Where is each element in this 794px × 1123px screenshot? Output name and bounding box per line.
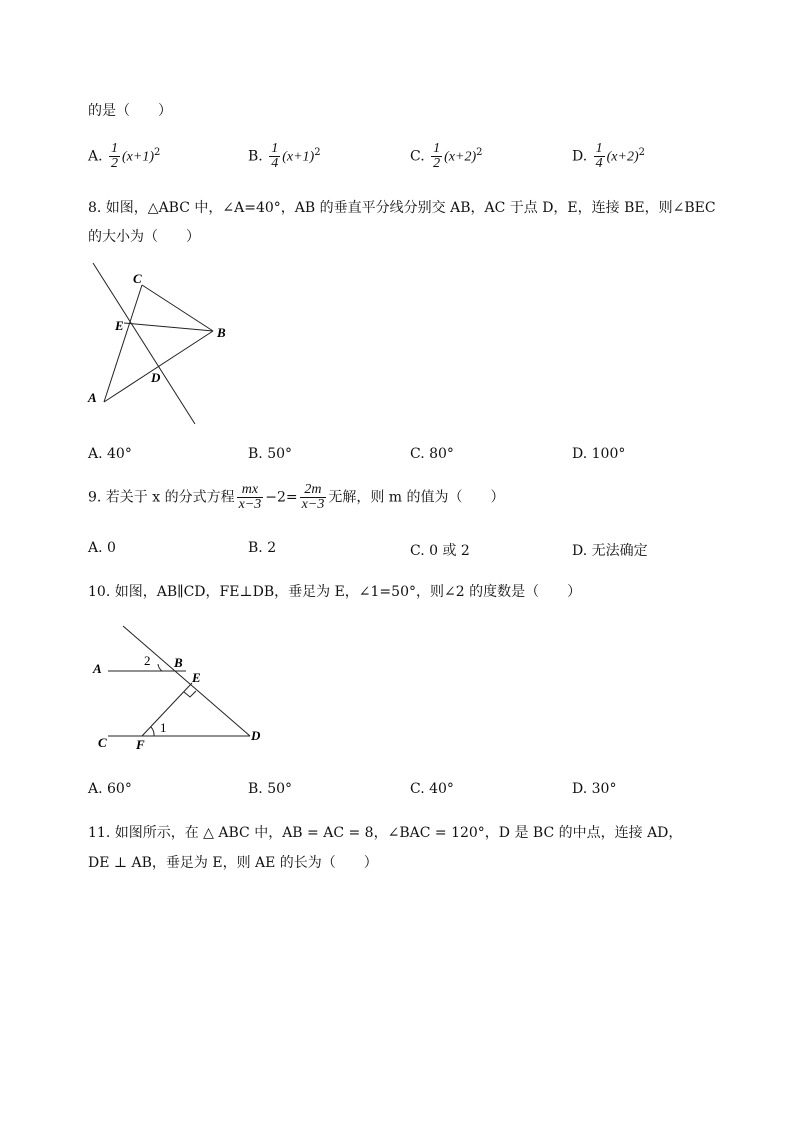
q9-prefix: 9. 若关于 x 的分式方程: [88, 489, 235, 506]
exponent: 2: [314, 146, 321, 158]
exponent: 2: [638, 146, 646, 158]
fraction-denominator: 4: [595, 156, 603, 171]
fraction: [269, 142, 280, 171]
q8-option-d: D. 100°: [572, 446, 626, 462]
q9-option-a: A. 0: [88, 540, 116, 556]
expression: (x+2): [444, 149, 477, 165]
q8-triangle-figure: [80, 258, 240, 428]
fraction-2m: [300, 483, 327, 512]
label-angle-2: 2: [144, 653, 151, 668]
fraction-numerator: 1: [111, 141, 119, 156]
label-f: F: [136, 737, 145, 752]
label-a: A: [93, 661, 102, 676]
expression: (x+1): [122, 149, 155, 165]
q7-option-a: [88, 142, 160, 171]
label-a: A: [88, 390, 97, 405]
label-d: D: [151, 370, 161, 385]
q8-stem-line1: 8. 如图，△ABC 中，∠A=40°，AB 的垂直平分线分别交 AB，AC 于点 D，E，连接 BE，则∠BEC: [88, 200, 716, 216]
fraction-denominator: 2: [433, 156, 441, 171]
line-db: [123, 626, 250, 736]
perpendicular-bisector-line: [93, 263, 195, 424]
expression: (x+1): [282, 149, 315, 165]
q9-option-d: D. 无法确定: [572, 543, 648, 559]
exponent: 2: [154, 146, 161, 158]
q11-stem-line1: 11. 如图所示，在 △ ABC 中，AB = AC = 8，∠BAC = 120°，D 是 BC 的中点，连接 AD，: [88, 825, 683, 841]
fraction-denominator: 2: [111, 156, 119, 171]
exponent: 2: [476, 146, 483, 158]
label-d: D: [251, 728, 261, 743]
side-ac: [104, 285, 142, 402]
q9-middle: −2=: [265, 489, 298, 506]
q7-option-c: [410, 142, 483, 171]
q7-option-b: [248, 142, 321, 171]
fraction-denominator: 4: [271, 156, 279, 171]
fraction-numerator: 1: [271, 141, 279, 156]
label-b: B: [174, 655, 183, 670]
label-e: E: [115, 318, 124, 333]
fraction-numerator: 2m: [300, 483, 327, 498]
q10-parallel-lines-figure: [88, 620, 278, 755]
angle-2-arc: [158, 664, 162, 671]
option-label: C.: [410, 148, 425, 165]
q11-stem-line2: DE ⊥ AB，垂足为 E，则 AE 的长为（ ）: [88, 855, 378, 871]
q8-stem-line2: 的大小为（ ）: [88, 229, 200, 245]
q10-stem: 10. 如图，AB∥CD，FE⊥DB，垂足为 E，∠1=50°，则∠2 的度数是（ ）: [88, 584, 582, 600]
q10-option-a: A. 60°: [88, 781, 132, 797]
q10-option-b: B. 50°: [248, 781, 293, 797]
fraction: [594, 142, 605, 171]
expression: (x+2): [606, 149, 639, 165]
q8-option-c: C. 80°: [410, 446, 454, 462]
option-label: A.: [88, 148, 103, 165]
right-angle-mark: [184, 691, 196, 697]
fraction-numerator: mx: [237, 483, 264, 498]
label-c: C: [98, 735, 107, 750]
option-label: B.: [248, 148, 263, 165]
angle-1-arc: [151, 727, 154, 736]
q10-option-d: D. 30°: [572, 781, 617, 797]
q10-option-c: C. 40°: [410, 781, 454, 797]
fraction-numerator: 1: [595, 141, 603, 156]
fraction-denominator: x−3: [301, 497, 325, 512]
q8-option-b: B. 50°: [248, 446, 293, 462]
option-label: D.: [572, 148, 588, 165]
side-cb: [142, 285, 213, 331]
side-ab: [104, 331, 213, 402]
fraction-numerator: 1: [433, 141, 441, 156]
q9-option-c: C. 0 或 2: [410, 543, 470, 559]
q9-suffix: 无解，则 m 的值为（ ）: [328, 489, 505, 506]
fraction-mx: [237, 483, 264, 512]
label-e: E: [192, 670, 201, 685]
segment-be: [124, 323, 213, 331]
segment-fe: [142, 683, 192, 736]
label-c: C: [133, 271, 142, 286]
label-angle-1: 1: [160, 720, 167, 735]
q7-stem-tail: 的是（ ）: [88, 103, 172, 119]
q9-option-b: B. 2: [248, 540, 277, 556]
q8-option-a: A. 40°: [88, 446, 132, 462]
q7-option-d: [572, 142, 645, 171]
fraction-denominator: x−3: [238, 497, 262, 512]
q9-stem: [88, 483, 505, 512]
label-b: B: [217, 325, 226, 340]
fraction: [109, 142, 120, 171]
fraction: [431, 142, 442, 171]
